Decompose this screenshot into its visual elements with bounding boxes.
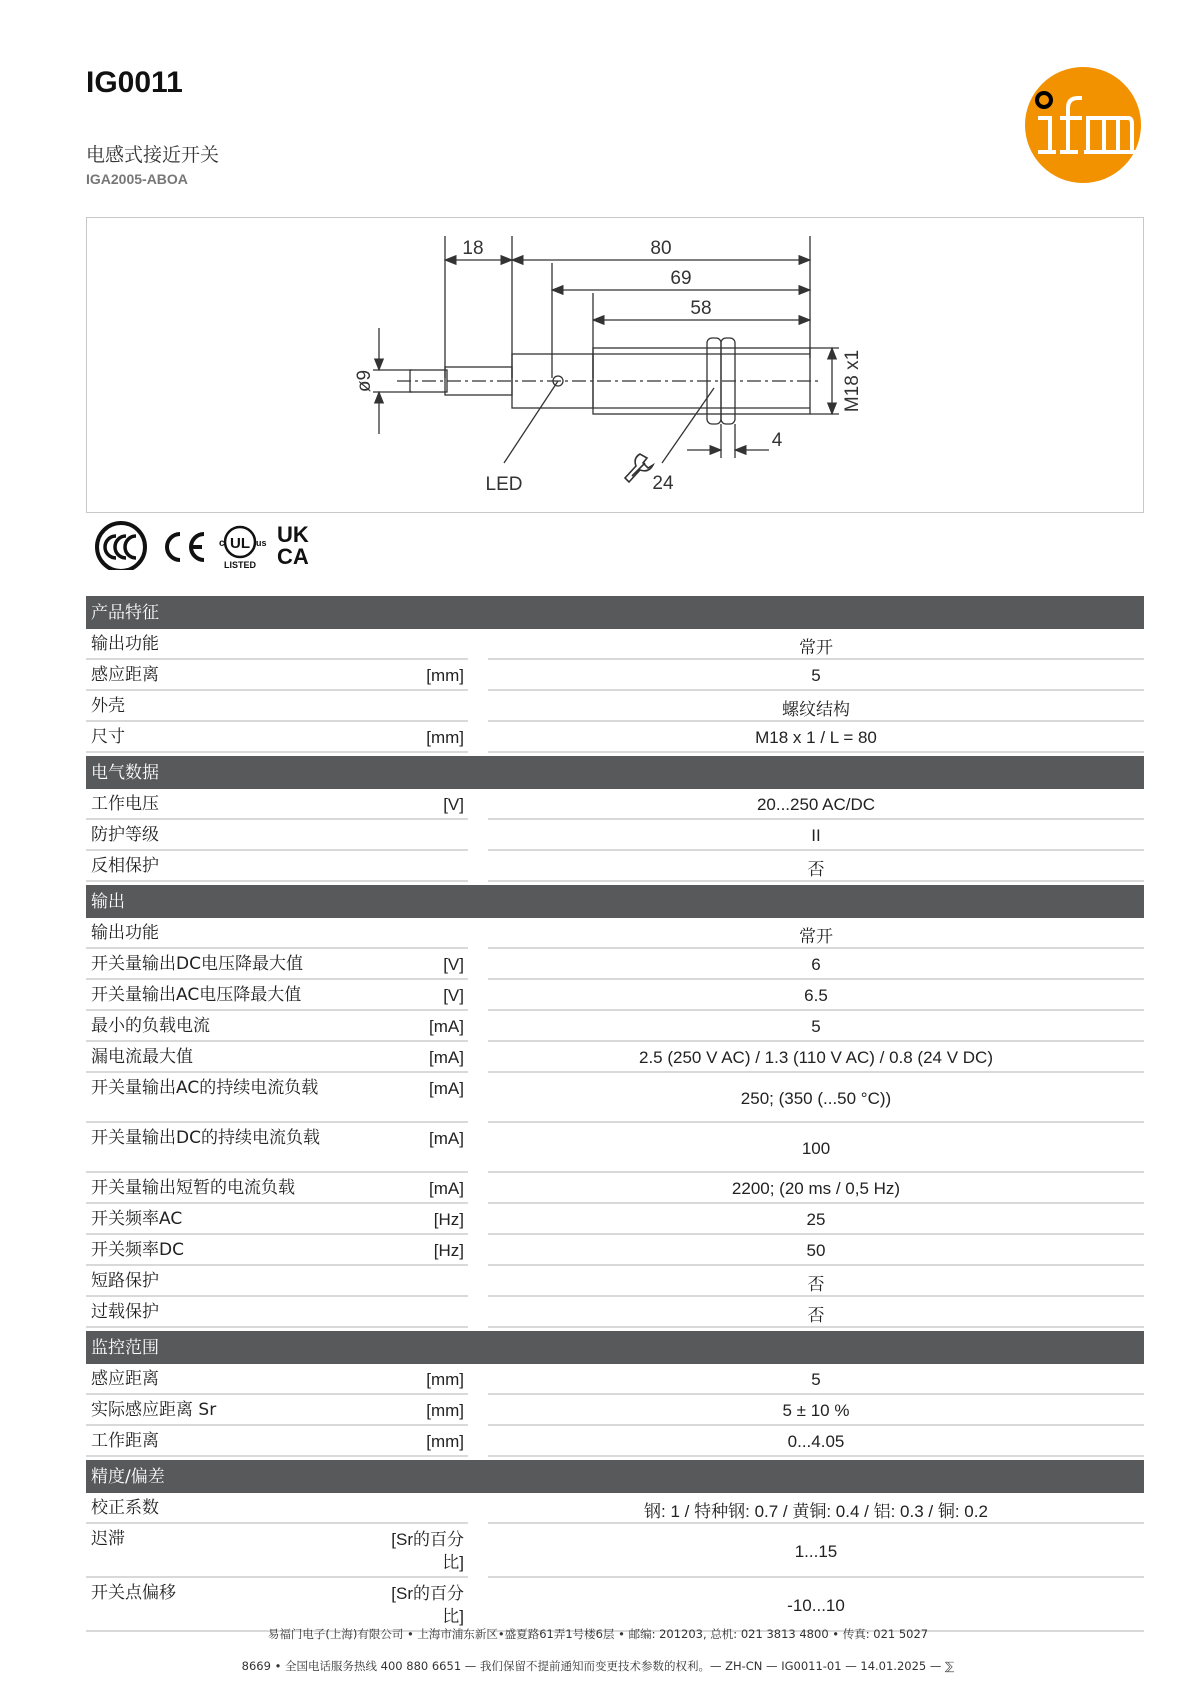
spec-row: [86, 691, 1144, 722]
section-header: 产品特征: [86, 596, 1144, 629]
dimension-drawing: [86, 217, 1144, 513]
spec-row: [86, 1073, 1144, 1123]
dim-24-label: 24: [652, 473, 674, 494]
spec-value: 6.5: [488, 980, 1144, 1011]
spec-label: 开关量输出DC电压降最大值: [86, 949, 382, 980]
article-number: IGA2005-ABOA: [86, 171, 188, 187]
spacer: [468, 691, 488, 722]
spec-row: [86, 851, 1144, 882]
svg-text:UL: UL: [230, 535, 250, 552]
spec-label: 外壳: [86, 691, 382, 722]
spec-row: [86, 1235, 1144, 1266]
spec-row: [86, 1204, 1144, 1235]
spec-value: 20...250 AC/DC: [488, 789, 1144, 820]
spec-unit: [V]: [382, 789, 468, 820]
spec-row: [86, 1426, 1144, 1457]
ul-listed-icon: [219, 527, 267, 570]
spacer: [468, 789, 488, 820]
spacer: [468, 1297, 488, 1328]
spec-row: [86, 918, 1144, 949]
spec-value: 5 ± 10 %: [488, 1395, 1144, 1426]
footer-address: 易福门电子(上海)有限公司 • 上海市浦东新区•盛夏路61弄1号楼6层 • 邮编: 201203, 总机: 021 3813 4800 • 传真: 021 5027: [267, 1627, 929, 1641]
spec-value: II: [488, 820, 1144, 851]
certification-marks: [92, 520, 332, 570]
product-type: 电感式接近开关: [86, 144, 220, 166]
spec-value: 常开: [488, 629, 1144, 660]
spec-row: [86, 722, 1144, 753]
spacer: [468, 1011, 488, 1042]
spacer: [468, 660, 488, 691]
dim-58-label: 58: [690, 298, 712, 319]
section-header: 监控范围: [86, 1331, 1144, 1364]
spec-label: 漏电流最大值: [86, 1042, 382, 1073]
dim-dia9-label: ø9: [354, 369, 375, 393]
spacer: [468, 629, 488, 660]
spec-value: 0...4.05: [488, 1426, 1144, 1457]
wrench-icon: [625, 454, 653, 482]
ccc-mark-icon: [97, 523, 145, 570]
spacer: [468, 1578, 488, 1632]
spec-unit: [382, 629, 468, 660]
dim-4-label: 4: [771, 430, 783, 451]
spec-unit: [V]: [382, 949, 468, 980]
spec-value: -10...10: [488, 1578, 1144, 1632]
dim-thread-label: M18 x1: [842, 349, 863, 413]
spacer: [468, 1266, 488, 1297]
ifm-logo: [1024, 66, 1142, 184]
spec-value: 螺纹结构: [488, 691, 1144, 722]
spec-label: 过载保护: [86, 1297, 382, 1328]
dim-18-label: 18: [462, 238, 484, 259]
ce-mark-icon: [167, 534, 204, 560]
spacer: [468, 1123, 488, 1173]
spec-row: [86, 1123, 1144, 1173]
spec-unit: [Hz]: [382, 1204, 468, 1235]
spec-unit: [mA]: [382, 1042, 468, 1073]
spec-label: 工作距离: [86, 1426, 382, 1457]
spacer: [468, 918, 488, 949]
spec-unit: [382, 691, 468, 722]
svg-text:CA: CA: [277, 544, 309, 569]
spec-label: 输出功能: [86, 918, 382, 949]
spec-row: [86, 629, 1144, 660]
spec-label: 感应距离: [86, 1364, 382, 1395]
spec-value: 100: [488, 1123, 1144, 1173]
spec-row: [86, 789, 1144, 820]
spec-label: 输出功能: [86, 629, 382, 660]
spacer: [468, 1073, 488, 1123]
spec-label: 开关量输出短暂的电流负载: [86, 1173, 382, 1204]
spec-row: [86, 949, 1144, 980]
spacer: [468, 1493, 488, 1524]
spec-value: 6: [488, 949, 1144, 980]
spec-label: 开关量输出AC的持续电流负载: [86, 1073, 382, 1123]
spec-value: 5: [488, 1364, 1144, 1395]
spec-row: [86, 1395, 1144, 1426]
spec-row: [86, 980, 1144, 1011]
spec-label: 尺寸: [86, 722, 382, 753]
spec-value: 否: [488, 1297, 1144, 1328]
spacer: [468, 820, 488, 851]
spec-row: [86, 1266, 1144, 1297]
spec-value: M18 x 1 / L = 80: [488, 722, 1144, 753]
specification-table: [86, 596, 1144, 1632]
spec-label: 开关量输出DC的持续电流负载: [86, 1123, 382, 1173]
spec-row: [86, 1524, 1144, 1578]
spec-unit: [mm]: [382, 1426, 468, 1457]
spec-value: 25: [488, 1204, 1144, 1235]
spacer: [468, 1204, 488, 1235]
spacer: [468, 980, 488, 1011]
spec-value: 否: [488, 851, 1144, 882]
spec-unit: [382, 1493, 468, 1524]
spec-value: 2200; (20 ms / 0,5 Hz): [488, 1173, 1144, 1204]
spec-value: 常开: [488, 918, 1144, 949]
spec-row: [86, 1493, 1144, 1524]
spec-unit: [Sr的百分比]: [382, 1578, 468, 1632]
spec-value: 250; (350 (...50 °C)): [488, 1073, 1144, 1123]
spec-unit: [mA]: [382, 1011, 468, 1042]
dim-80-label: 80: [650, 238, 672, 259]
spec-label: 防护等级: [86, 820, 382, 851]
ukca-mark-icon: [277, 522, 309, 569]
spacer: [468, 1042, 488, 1073]
spacer: [468, 851, 488, 882]
spacer: [468, 1364, 488, 1395]
spec-unit: [382, 851, 468, 882]
spec-row: [86, 1297, 1144, 1328]
spec-unit: [mm]: [382, 1395, 468, 1426]
spec-value: 50: [488, 1235, 1144, 1266]
spec-unit: [382, 1297, 468, 1328]
spec-unit: [mA]: [382, 1173, 468, 1204]
spec-row: [86, 1173, 1144, 1204]
spec-unit: [mm]: [382, 660, 468, 691]
spec-label: 短路保护: [86, 1266, 382, 1297]
spec-label: 校正系数: [86, 1493, 382, 1524]
spec-label: 迟滞: [86, 1524, 382, 1578]
spec-unit: [mm]: [382, 1364, 468, 1395]
spec-value: 5: [488, 660, 1144, 691]
footer-legal: 8669 • 全国电话服务热线 400 880 6651 — 我们保留不提前通知而变更技术参数的权利。— ZH-CN — IG0011-01 — 14.01.2025 — ⅀: [241, 1659, 955, 1673]
spacer: [468, 722, 488, 753]
spec-label: 开关频率DC: [86, 1235, 382, 1266]
svg-text:c: c: [219, 538, 225, 549]
spec-unit: [382, 820, 468, 851]
spec-unit: [382, 918, 468, 949]
spacer: [468, 1235, 488, 1266]
spacer: [468, 949, 488, 980]
spec-unit: [mA]: [382, 1123, 468, 1173]
section-header: 输出: [86, 885, 1144, 918]
spacer: [468, 1426, 488, 1457]
dim-69-label: 69: [670, 268, 692, 289]
spec-label: 开关点偏移: [86, 1578, 382, 1632]
spec-row: [86, 820, 1144, 851]
spec-unit: [Hz]: [382, 1235, 468, 1266]
spec-value: 钢: 1 / 特种钢: 0.7 / 黄铜: 0.4 / 铝: 0.3 / 铜: 0.2: [488, 1493, 1144, 1524]
spec-unit: [mA]: [382, 1073, 468, 1123]
product-code: IG0011: [86, 66, 183, 99]
svg-text:LISTED: LISTED: [223, 560, 257, 570]
spec-label: 实际感应距离 Sr: [86, 1395, 382, 1426]
spec-value: 否: [488, 1266, 1144, 1297]
svg-text:us: us: [256, 538, 267, 548]
svg-text:UK: UK: [277, 522, 309, 547]
spec-unit: [V]: [382, 980, 468, 1011]
spec-unit: [382, 1266, 468, 1297]
spec-row: [86, 1011, 1144, 1042]
spec-label: 最小的负载电流: [86, 1011, 382, 1042]
spec-row: [86, 1578, 1144, 1632]
spec-label: 工作电压: [86, 789, 382, 820]
spec-label: 开关频率AC: [86, 1204, 382, 1235]
spec-row: [86, 660, 1144, 691]
spec-unit: [Sr的百分比]: [382, 1524, 468, 1578]
spec-label: 感应距离: [86, 660, 382, 691]
spacer: [468, 1395, 488, 1426]
spec-label: 反相保护: [86, 851, 382, 882]
section-header: 精度/偏差: [86, 1460, 1144, 1493]
spec-value: 2.5 (250 V AC) / 1.3 (110 V AC) / 0.8 (24 V DC): [488, 1042, 1144, 1073]
spec-label: 开关量输出AC电压降最大值: [86, 980, 382, 1011]
spec-value: 1...15: [488, 1524, 1144, 1578]
section-header: 电气数据: [86, 756, 1144, 789]
spec-row: [86, 1364, 1144, 1395]
spec-unit: [mm]: [382, 722, 468, 753]
led-label: LED: [485, 474, 523, 495]
spacer: [468, 1173, 488, 1204]
spec-row: [86, 1042, 1144, 1073]
spec-value: 5: [488, 1011, 1144, 1042]
spacer: [468, 1524, 488, 1578]
